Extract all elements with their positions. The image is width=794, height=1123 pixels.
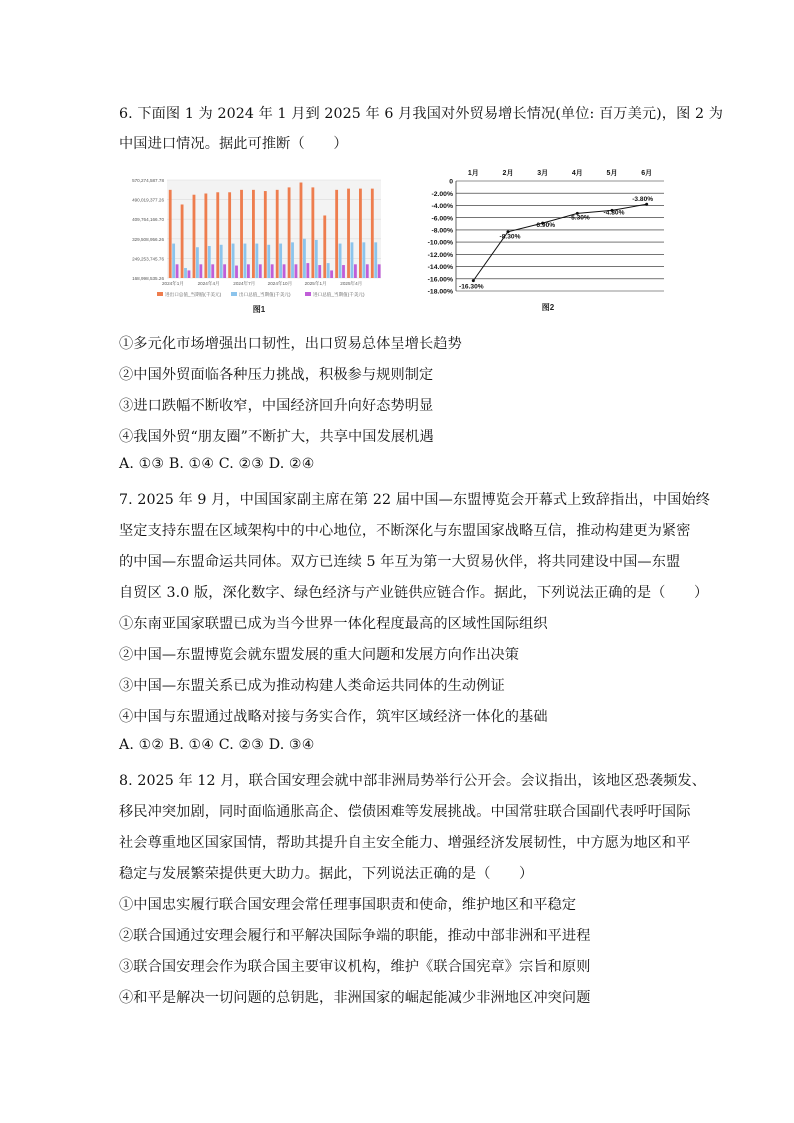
y-tick-label: -18.00% [427, 288, 453, 296]
q8-option-3: ③联合国安理会作为联合国主要审议机构，维护《联合国宪章》宗旨和原则 [119, 959, 591, 975]
x-tick-label: 2025年4月 [340, 281, 363, 286]
q8-stem-line-3: 社会尊重地区国家国情，帮助其提升自主安全能力、增强经济发展韧性，中方愿为地区和平 [119, 835, 691, 851]
bar [193, 195, 196, 278]
q8-option-1: ①中国忠实履行联合国安理会常任理事国职责和使命，维护地区和平稳定 [119, 897, 577, 913]
q7-option-2: ②中国—东盟博览会就东盟发展的重大问题和发展方向作出决策 [119, 647, 520, 663]
y-tick-label: 329,508,956.26 [132, 236, 164, 242]
bar [232, 244, 235, 278]
bar [378, 264, 381, 278]
y-tick-label: -6.00% [431, 215, 453, 223]
bar [259, 264, 262, 278]
q6-option-4: ④我国外贸“朋友圈”不断扩大，共享中国发展机遇 [119, 429, 434, 445]
bar [318, 265, 321, 278]
bar [362, 242, 365, 278]
q7-option-3: ③中国—东盟关系已成为推动构建人类命运共同体的生动例证 [119, 678, 505, 694]
q8-option-4: ④和平是解决一切问题的总钥匙，非洲国家的崛起能减少非洲地区冲突问题 [119, 990, 591, 1006]
bar [188, 270, 191, 278]
x-tick-label: 4月 [571, 170, 583, 177]
y-tick-label: -8.00% [431, 227, 453, 235]
x-tick-label: 3月 [537, 170, 549, 177]
bar [252, 190, 255, 278]
bar [176, 264, 179, 278]
data-label: -5.30% [568, 214, 590, 222]
x-tick-label: 2024年1月 [161, 281, 184, 286]
bar [267, 245, 270, 278]
data-label: -6.90% [534, 222, 556, 230]
q8-option-2: ②联合国通过安理会履行和平解决国际争端的职能，推动中部非洲和平进程 [119, 928, 591, 944]
y-tick-label: -10.00% [427, 239, 453, 247]
bar [276, 190, 279, 278]
data-label: -3.80% [632, 196, 654, 204]
q6-choices: A. ①③ B. ①④ C. ②③ D. ②④ [119, 456, 315, 472]
bar [244, 244, 247, 278]
bar [371, 189, 374, 278]
bar [300, 183, 303, 278]
data-label: -16.30% [459, 283, 484, 291]
y-tick-label: 0 [449, 178, 453, 186]
bar [235, 266, 238, 278]
q7-stem-line-2: 坚定支持东盟在区域架构中的中心地位，不断深化与东盟国家战略互信，推动构建更为紧密 [119, 523, 691, 539]
bar [169, 190, 172, 278]
bar [204, 193, 207, 278]
bar [323, 215, 326, 278]
q7-choices: A. ①② B. ①④ C. ②③ D. ③④ [119, 737, 315, 753]
bar [255, 244, 258, 278]
q6-option-2: ②中国外贸面临各种压力挑战，积极参与规则制定 [119, 367, 434, 383]
bar [264, 191, 267, 278]
y-tick-label: 570,274,587.78 [132, 178, 164, 183]
x-tick-label: 2024年4月 [197, 281, 220, 286]
y-tick-label: -4.00% [431, 203, 453, 211]
y-tick-label: 409,764,166.70 [132, 217, 164, 223]
legend-swatch [231, 292, 237, 296]
x-tick-label: 6月 [641, 170, 653, 177]
q6-option-3: ③进口跌幅不断收窄，中国经济回升向好态势明显 [119, 398, 434, 414]
x-tick-label: 5月 [606, 170, 618, 177]
data-point [472, 279, 475, 282]
figure-2-caption: 图2 [541, 303, 555, 312]
bar [181, 204, 184, 278]
bar [208, 246, 211, 278]
bar [228, 192, 231, 278]
bar [342, 265, 345, 278]
bar [339, 244, 342, 278]
bar [291, 242, 294, 278]
x-tick-label: 2025年1月 [304, 281, 327, 286]
q7-option-4: ④中国与东盟通过战略对接与务实合作，筑牢区域经济一体化的基础 [119, 709, 548, 725]
y-tick-label: -12.00% [427, 251, 453, 259]
bar [354, 264, 357, 278]
bar [306, 263, 309, 278]
bar [335, 190, 338, 278]
legend-swatch [305, 292, 311, 296]
bar [311, 187, 314, 278]
q7-stem-line-1: 7. 2025 年 9 月，中国国家副主席在第 22 届中国—东盟博览会开幕式上致辞指出，中国始终 [119, 492, 711, 508]
bar [303, 239, 306, 278]
bar [295, 264, 298, 278]
bar [347, 189, 350, 278]
x-tick-label: 2月 [502, 170, 514, 177]
x-tick-label: 2024年7月 [233, 281, 256, 286]
figure-2-line-chart [412, 163, 677, 323]
bar [315, 240, 318, 278]
bar [240, 190, 243, 278]
q6-stem-line-1: 6. 下面图 1 为 2024 年 1 月到 2025 年 6 月我国对外贸易增长情况(单位: 百万美元)，图 2 为 [119, 106, 723, 122]
bar [199, 264, 202, 278]
bar [359, 189, 362, 278]
q6-option-1: ①多元化市场增强出口韧性，出口贸易总体呈增长趋势 [119, 336, 462, 352]
y-tick-label: 490,019,377.26 [132, 197, 164, 203]
bar [220, 245, 223, 278]
q8-stem-line-1: 8. 2025 年 12 月，联合国安理会就中部非洲局势举行公开会。会议指出，该地区恐袭频发、 [119, 773, 706, 789]
bar [247, 264, 250, 278]
figure-1-caption: 图1 [252, 305, 266, 314]
x-tick-label: 1月 [467, 170, 479, 177]
q8-stem-line-4: 稳定与发展繁荣提供更大助力。据此，下列说法正确的是（ ） [119, 866, 534, 882]
q7-option-1: ①东南亚国家联盟已成为当今世界一体化程度最高的区域性国际组织 [119, 616, 548, 632]
bar [216, 192, 219, 278]
y-tick-label: -2.00% [431, 190, 453, 198]
bar [184, 268, 187, 278]
bar [330, 270, 333, 278]
y-tick-label: 249,253,745.76 [132, 256, 164, 262]
bar [211, 264, 214, 278]
data-label: -8.30% [499, 233, 521, 241]
y-tick-label: -14.00% [427, 264, 453, 272]
y-tick-label: 168,998,535.26 [132, 276, 164, 281]
bar [327, 263, 330, 278]
bar [279, 244, 282, 278]
q7-stem-line-4: 自贸区 3.0 版，深化数字、绿色经济与产业链供应链合作。据此，下列说法正确的是（ ） [119, 585, 709, 601]
bar [366, 264, 369, 278]
bar [288, 187, 291, 278]
q7-stem-line-3: 的中国—东盟命运共同体。双方已连续 5 年互为第一大贸易伙伴，将共同建设中国—东盟 [119, 554, 681, 570]
q6-stem-line-2: 中国进口情况。据此可推断（ ） [119, 136, 348, 152]
bar [351, 242, 354, 278]
x-tick-label: 2024年10月 [267, 281, 293, 286]
bar [223, 264, 226, 278]
q8-stem-line-2: 移民冲突加剧，同时面临通胀高企、偿债困难等发展挑战。中国常驻联合国副代表呼吁国际 [119, 804, 691, 820]
bar [283, 264, 286, 278]
legend-swatch [157, 292, 163, 296]
legend-label: 出口总值_当期值(千美元) [239, 292, 291, 297]
y-tick-label: -16.00% [427, 276, 453, 284]
data-label: -4.80% [603, 209, 625, 217]
figure-1-bar-chart [119, 170, 399, 320]
bar [196, 247, 199, 278]
bar [374, 242, 377, 278]
bar [172, 244, 175, 278]
legend-label: 进出口总值_当期值(千美元) [165, 292, 222, 297]
legend-label: 进口总值_当期值(千美元) [313, 292, 365, 297]
bar [271, 264, 274, 278]
